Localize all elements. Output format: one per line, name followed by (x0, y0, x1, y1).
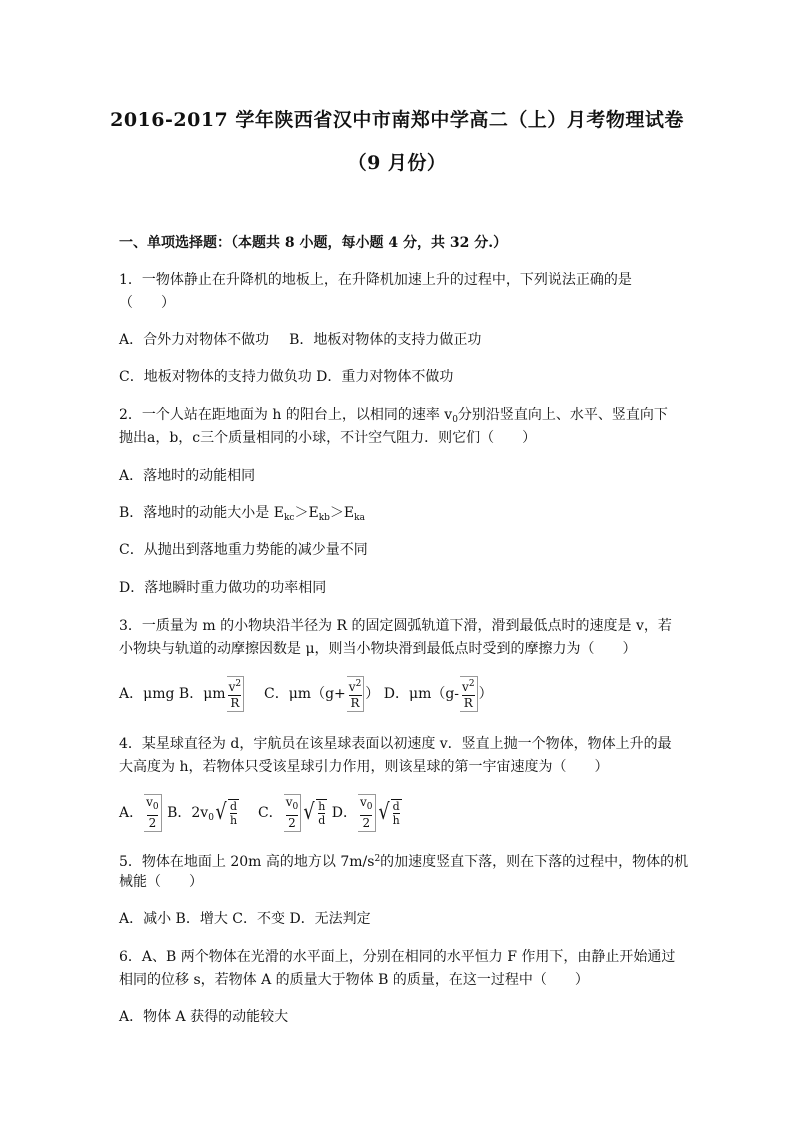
q5-stem-line1 (119, 849, 688, 872)
q1-options-row1 (119, 330, 481, 350)
q6-stem-line2: 相同的位移 s，若物体 A 的质量大于物体 B 的质量，在这一过程中（ ） (119, 972, 589, 988)
q6-option-a: A．物体 A 获得的动能较大 (119, 1009, 289, 1025)
v0-over-2-fraction: $\frac{v_0}{2}$ (284, 794, 302, 832)
q5-stem-text-a: 5．物体在地面上 20m 高的地方以 7m/s (119, 854, 375, 870)
q5-stem-sup: 2 (374, 854, 381, 864)
q5-stem-text-b: 的加速度竖直下落，则在下落的过程中，物体的机 (380, 854, 689, 870)
q2-sub-ka: ka (354, 513, 365, 523)
q4-stem-line2: 大高度为 h，若物体只受该星球引力作用，则该星球的第一宇宙速度为（ ） (119, 759, 609, 775)
q1-option-c: C．地板对物体的支持力做负功 (119, 369, 312, 385)
q2-gt1: ＞E (294, 505, 319, 521)
q4-stem-line1: 4．某星球直径为 d，宇航员在该星球表面以初速度 v．竖直上抛一个物体，物体上升的最 (119, 736, 672, 752)
q2-option-d: D．落地瞬时重力做功的功率相同 (119, 580, 327, 596)
v0-over-2-fraction: $\frac{v_0}{2}$ (358, 794, 376, 832)
q1-stem-line2: （ ） (119, 295, 175, 311)
q1-option-d: D．重力对物体不做功 (316, 369, 454, 385)
q6-stem-line1: 6．A、B 两个物体在光滑的水平面上，分别在相同的水平恒力 F 作用下，由静止开始通过 (119, 949, 676, 965)
q3-option-c: C．μm（g+ (264, 686, 346, 702)
page-title: 2016-2017 学年陕西省汉中市南郑中学高二（上）月考物理试卷 (110, 109, 684, 131)
q4-option-b: B．2v (167, 805, 209, 821)
q2-option-a: A．落地时的动能相同 (119, 468, 256, 484)
q3-option-d: D．μm（g- (383, 686, 460, 702)
v0-over-2-fraction: $\frac{v_0}{2}$ (144, 794, 162, 832)
q1-options-row2 (119, 367, 453, 387)
q4-option-c: C． (257, 805, 283, 821)
q2-gt2: ＞E (329, 505, 355, 521)
q2-stem-sub: 0 (452, 415, 458, 425)
sqrt-d-over-h: √ d h (377, 800, 400, 827)
q3-option-b: B．μm (178, 686, 226, 702)
q3-options: A．μmg B．μm $\frac{v^2}{R}$ C．μm（g+ $\frac{v^2}{R}$ ） D．μm（g- $\frac{v^2}{R}$ ） (119, 676, 493, 712)
q1-stem-line1: 1．一物体静止在升降机的地板上，在升降机加速上升的过程中，下列说法正确的是 (119, 272, 632, 288)
v2-over-r-fraction: $\frac{v^2}{R}$ (347, 676, 365, 712)
q4-option-a: A． (119, 805, 144, 821)
v2-over-r-fraction: $\frac{v^2}{R}$ (227, 676, 245, 712)
q5-stem-line2: 械能（ ） (119, 874, 203, 890)
q2-option-b-text: B．落地时的动能大小是 E (119, 505, 284, 521)
q2-stem-text-a: 2．一个人站在距地面为 h 的阳台上，以相同的速率 v (119, 407, 453, 423)
q2-sub-kb: kb (318, 513, 330, 523)
section-heading: 一、单项选择题：（本题共 8 小题，每小题 4 分，共 32 分.） (119, 235, 508, 251)
q4-option-d: D． (331, 805, 358, 821)
q2-sub-kc: kc (283, 513, 295, 523)
q2-stem-line1 (119, 405, 668, 430)
q2-option-c: C．从抛出到落地重力势能的减少量不同 (119, 542, 368, 558)
page-subtitle: （9 月份） (347, 152, 447, 174)
q3-stem-line1: 3．一质量为 m 的小物块沿半径为 R 的固定圆弧轨道下滑，滑到最低点时的速度是 v，若 (119, 618, 672, 634)
sqrt-d-over-h: √ d h (215, 800, 238, 827)
q2-option-b (119, 503, 365, 528)
q3-option-a: A．μmg (119, 686, 175, 702)
sqrt-h-over-d: √ h d (303, 800, 326, 827)
q3-stem-line2: 小物块与轨道的动摩擦因数是 μ，则当小物块滑到最低点时受到的摩擦力为（ ） (119, 641, 637, 657)
q2-stem-text-b: 分别沿竖直向上、水平、竖直向下 (457, 407, 668, 423)
q1-option-a: A．合外力对物体不做功 (119, 332, 270, 348)
q4-options: A． $\frac{v_0}{2}$ B．$2v_0$ √ d h C． $\frac{v_0}{2}$ √ h d D． $\frac{v_0}{2}$ √ d h (119, 795, 400, 830)
q1-option-b: B．地板对物体的支持力做正功 (289, 332, 482, 348)
q2-stem-line2: 抛出a，b，c三个质量相同的小球，不计空气阻力．则它们（ ） (119, 430, 537, 446)
q5-options: A．减小 B．增大 C．不变 D．无法判定 (119, 911, 371, 927)
v2-over-r-fraction: $\frac{v^2}{R}$ (460, 676, 478, 712)
